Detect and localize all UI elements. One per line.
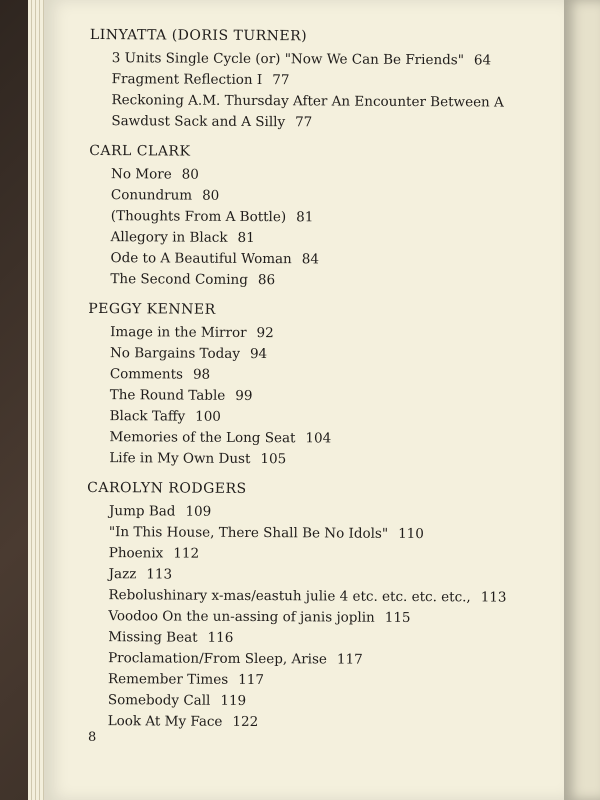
entry-title: (Thoughts From A Bottle) xyxy=(110,208,287,226)
entry-title: Memories of the Long Seat xyxy=(109,429,296,447)
entry-title: The Round Table xyxy=(109,387,226,404)
entry-title: Conundrum xyxy=(110,187,193,204)
entry-page: 109 xyxy=(185,503,212,520)
entry-title: Proclamation/From Sleep, Arise xyxy=(108,650,327,668)
entry-title: Jazz xyxy=(108,566,137,583)
entry-title: Image in the Mirror xyxy=(110,324,247,341)
entry-page: 77 xyxy=(295,114,313,131)
entry-title: 3 Units Single Cycle (or) "Now We Can Be Friends" xyxy=(111,50,464,69)
toc-entry xyxy=(108,627,568,651)
toc-entry xyxy=(108,669,568,693)
entry-title: Allegory in Black xyxy=(110,229,228,246)
entry-page: 104 xyxy=(305,430,332,447)
entry-title: Reckoning A.M. Thursday After An Encounter Between A Sawdust Sack and A Silly xyxy=(111,92,504,131)
entry-page: 80 xyxy=(181,166,199,183)
entry-page: 77 xyxy=(272,72,290,89)
toc-entry xyxy=(111,90,521,135)
author-heading: LINYATTA (DORIS TURNER) xyxy=(89,26,308,45)
entry-page: 99 xyxy=(235,387,253,404)
author-section xyxy=(89,298,570,472)
entry-page: 100 xyxy=(195,408,221,425)
entry-page: 115 xyxy=(384,609,411,626)
entry-title: Missing Beat xyxy=(108,629,198,646)
entry-page: 80 xyxy=(202,187,220,204)
toc-entry xyxy=(109,522,569,546)
author-section xyxy=(88,477,570,735)
entry-page: 81 xyxy=(296,209,314,226)
entry-page: 117 xyxy=(336,651,363,668)
entry-title: The Second Coming xyxy=(110,271,248,288)
entry-title: Voodoo On the un-assing of janis joplin xyxy=(108,608,375,626)
entry-page: 119 xyxy=(220,692,247,709)
entry-title: No Bargains Today xyxy=(109,345,241,362)
author-section xyxy=(90,140,571,293)
toc-entry xyxy=(111,227,571,251)
entry-title: Comments xyxy=(109,366,184,383)
entry-page: 122 xyxy=(232,713,259,731)
author-heading: CARL CLARK xyxy=(89,142,191,160)
table-of-contents xyxy=(88,24,572,743)
entry-title: Jump Bad xyxy=(108,503,176,520)
entry-page: 113 xyxy=(480,589,507,606)
toc-entry xyxy=(111,164,571,188)
toc-entry xyxy=(109,448,569,472)
toc-entry xyxy=(108,648,568,672)
toc-entry xyxy=(110,385,570,409)
entry-page: 116 xyxy=(207,629,234,646)
entry-title: No More xyxy=(111,166,172,183)
entry-page: 113 xyxy=(146,566,173,583)
entry-page: 98 xyxy=(192,366,211,383)
toc-entry xyxy=(109,427,569,451)
page-number: 8 xyxy=(88,730,97,745)
entry-title: Somebody Call xyxy=(107,692,211,709)
entry-title: Fragment Reflection I xyxy=(111,71,263,89)
author-heading: PEGGY KENNER xyxy=(88,300,216,318)
entry-page: 64 xyxy=(473,52,492,69)
entry-page: 94 xyxy=(249,345,268,363)
entry-page: 110 xyxy=(398,525,424,543)
toc-entry xyxy=(110,406,570,430)
entry-title: Rebolushinary x-mas/eastuh julie 4 etc. etc. etc. etc., xyxy=(108,587,471,606)
entry-page: 86 xyxy=(257,272,276,289)
entry-page: 81 xyxy=(237,229,255,246)
toc-entry xyxy=(110,343,570,367)
author-heading: CAROLYN RODGERS xyxy=(87,479,247,497)
toc-entry xyxy=(108,711,568,735)
toc-entry xyxy=(108,690,568,714)
toc-entry xyxy=(108,585,568,609)
entry-page: 92 xyxy=(256,325,274,342)
toc-entry xyxy=(109,501,569,525)
toc-entry xyxy=(108,606,568,630)
toc-entry xyxy=(112,69,572,93)
toc-entry xyxy=(110,269,570,293)
toc-entry xyxy=(112,48,572,72)
entry-page: 105 xyxy=(260,451,287,468)
toc-entry xyxy=(109,564,569,588)
entry-page: 84 xyxy=(301,251,320,268)
entry-title: Life in My Own Dust xyxy=(109,450,251,467)
entry-title: "In This House, There Shall Be No Idols" xyxy=(108,524,389,542)
toc-entry xyxy=(111,206,571,230)
entry-title: Look At My Face xyxy=(107,713,223,730)
toc-entry xyxy=(111,185,571,209)
entry-title: Ode to A Beautiful Woman xyxy=(110,250,292,268)
toc-entry xyxy=(110,364,570,388)
toc-entry xyxy=(111,248,571,272)
entry-page: 112 xyxy=(173,545,200,562)
entry-title: Black Taffy xyxy=(109,408,186,425)
author-section xyxy=(91,24,572,135)
entry-page: 117 xyxy=(238,671,264,689)
toc-entry xyxy=(109,543,569,567)
entry-title: Remember Times xyxy=(107,671,229,688)
entry-title: Phoenix xyxy=(108,545,164,562)
toc-entry xyxy=(110,322,570,346)
